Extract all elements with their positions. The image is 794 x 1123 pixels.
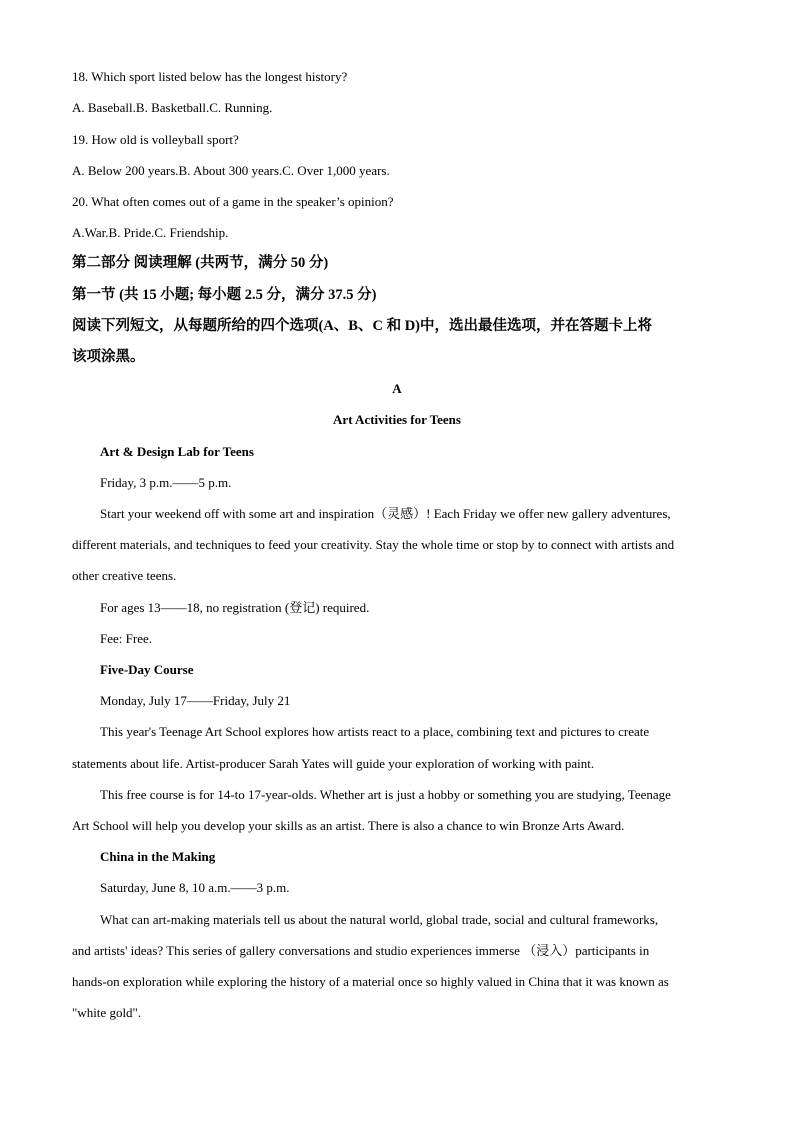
section-3-heading: China in the Making [100, 849, 216, 864]
question-18-options: A. Baseball.B. Basketball.C. Running. [72, 100, 273, 115]
section-2-para-2-line-2: Art School will help you develop your skills as an artist. There is also a chance to win Bronze Arts Award. [72, 818, 625, 833]
section-3-line-4: "white gold". [72, 1005, 142, 1020]
section-1-ages: For ages 13——18, no registration (登记) required. [100, 600, 370, 615]
section-instruction-line-2: 该项涂黑。 [72, 349, 145, 365]
section-1-time: Friday, 3 p.m.——5 p.m. [100, 475, 232, 490]
question-19-options: A. Below 200 years.B. About 300 years.C. Over 1,000 years. [72, 163, 390, 178]
section-3-line-3: hands-on exploration while exploring the history of a material once so highly valued in China that it was known as [72, 974, 669, 989]
section-2-para-1-line-1: This year's Teenage Art School explores how artists react to a place, combining text and pictures to create [100, 724, 650, 739]
section-2-para-1-line-2: statements about life. Artist-producer Sarah Yates will guide your exploration of working with paint. [72, 756, 595, 771]
section-1-line-3: other creative teens. [72, 568, 177, 583]
section-2-time: Monday, July 17——Friday, July 21 [100, 693, 291, 708]
passage-title: Art Activities for Teens [333, 412, 461, 427]
section-1-heading: Art & Design Lab for Teens [100, 444, 254, 459]
section-2-heading: Five-Day Course [100, 662, 194, 677]
question-20-stem: 20. What often comes out of a game in the speaker’s opinion? [72, 194, 394, 209]
section-heading: 第二部分 阅读理解 (共两节，满分 50 分) [72, 255, 329, 271]
section-3-line-2: and artists' ideas? This series of gallery conversations and studio experiences immerse （浸入）participants in [72, 943, 650, 958]
section-1-line-2: different materials, and techniques to feed your creativity. Stay the whole time or stop by to connect with artists and [72, 537, 675, 552]
section-3-time: Saturday, June 8, 10 a.m.——3 p.m. [100, 880, 290, 895]
section-2-para-2-line-1: This free course is for 14-to 17-year-olds. Whether art is just a hobby or something you are studying, Teenage [100, 787, 671, 802]
section-instruction-line-1: 阅读下列短文，从每题所给的四个选项(A、B、C 和 D)中，选出最佳选项，并在答题卡上将 [72, 318, 652, 334]
section-1-line-1: Start your weekend off with some art and inspiration（灵感）! Each Friday we offer new gallery adventures, [100, 506, 671, 521]
passage-letter: A [392, 381, 402, 396]
section-1-fee: Fee: Free. [100, 631, 152, 646]
question-20-options: A.War.B. Pride.C. Friendship. [72, 225, 229, 240]
question-18-stem: 18. Which sport listed below has the longest history? [72, 69, 348, 84]
section-sub-heading: 第一节 (共 15 小题; 每小题 2.5 分，满分 37.5 分) [72, 287, 377, 303]
question-19-stem: 19. How old is volleyball sport? [72, 132, 239, 147]
section-3-line-1: What can art-making materials tell us about the natural world, global trade, social and cultural frameworks, [100, 912, 659, 927]
